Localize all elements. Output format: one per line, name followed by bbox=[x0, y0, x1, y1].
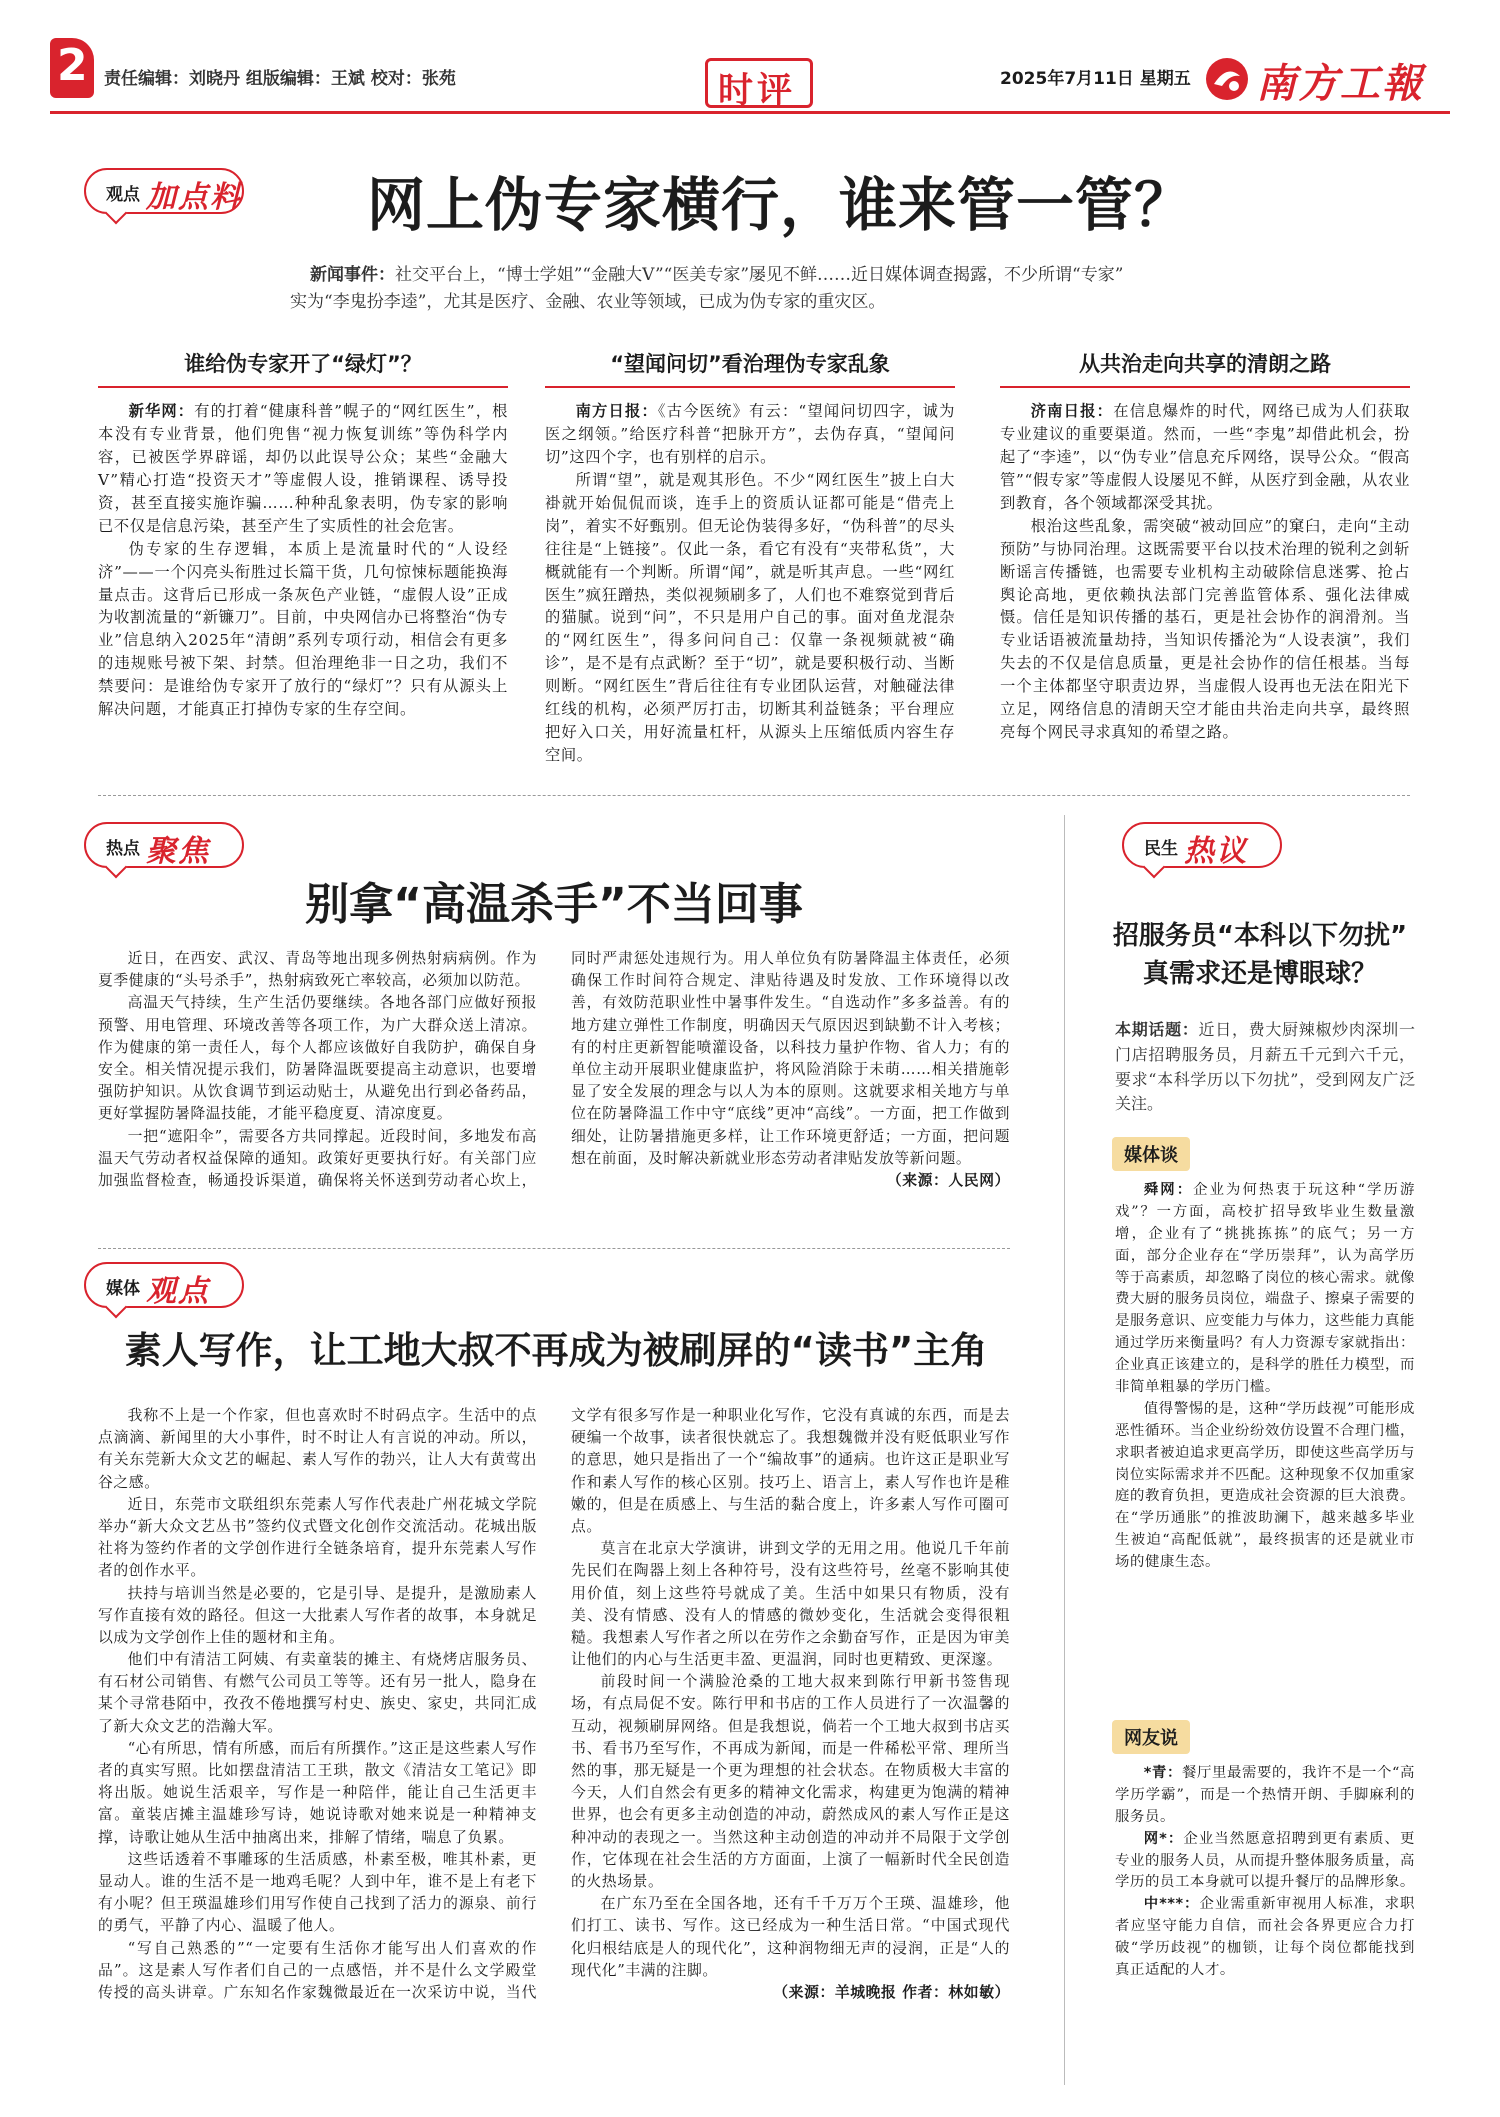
article3-p10: 在广东乃至在全国各地，还有千千万万个王瑛、温雄珍，他们打工、读书、写作。这已经成为一种生活日常。“中国式现代化归根结底是人的现代化”，这种润物细无声的浸润，正是“人的现代化”丰满的注脚。 bbox=[571, 1895, 1010, 1979]
article3-p6: 这些话透着不事雕琢的生活质感，朴素至极，唯其朴素，更显动人。谁的生活不是一地鸡毛呢？人到中年，谁不是上有老下有小呢？但王瑛温雄珍们用写作使自己找到了活力的源泉、前行的勇气，平静了内心、温暖了他人。 bbox=[98, 1850, 537, 1935]
right-col-divider bbox=[1064, 815, 1065, 2085]
col2-p1: 《古今医统》有云：“望闻问切四字，诚为医之纲领。”给医疗科普“把脉开方”，去伪存真，“望闻问切”这四个字，也有别样的启示。 bbox=[545, 402, 955, 466]
m2-text: 值得警惕的是，这种“学历歧视”可能形成恶性循环。当企业纷纷效仿设置不合理门槛，求职者被迫追求更高学历，即使这些高学历与岗位实际需求并不匹配。这种现象不仅加重家庭的教育负担，更造成社会资源的巨大浪费。在“学历通胀”的推波助澜下，越来越多毕业生被迫“高配低就”，最终损害的还是就业市场的健康生态。 bbox=[1115, 1400, 1415, 1571]
article2-body bbox=[98, 948, 1010, 1238]
article3-p2: 近日，东莞市文联组织东莞素人写作代表赴广州花城文学院举办“新大众文艺丛书”签约仪式暨文化创作交流活动。花城出版社将为签约作者的文学创作进行全链条培育，提升东莞素人写作者的创作水平。 bbox=[98, 1495, 537, 1580]
section-tag-title: 加点料 bbox=[146, 180, 242, 215]
article3-p8: 莫言在北京大学演讲，讲到文学的无用之用。他说几千年前先民们在陶器上刻上各种符号，没有这些符号，丝毫不影响其使用价值，刻上这些符号就成了美。生活中如果只有物质，没有美、没有情感、没有人的情感的微妙变化，生活就会变得很粗糙。我想素人写作者之所以在劳作之余勤奋写作，正是因为审美让他们的内心与生活更丰盈、更温润，同时也更精致、更深邃。 bbox=[571, 1540, 1010, 1669]
masthead-text: 南方工報 bbox=[1256, 60, 1424, 107]
article3-p9: 前段时间一个满脸沧桑的工地大叔来到陈行甲新书签售现场，有点局促不安。陈行甲和书店的工作人员进行了一次温馨的互动，视频刷屏网络。但是我想说，倘若一个工地大叔到书店买书、看书乃至写作，不再成为新闻，而是一件稀松平常、理所当然的事，那无疑是一个更为理想的社会状态。在物质极大丰富的今天，人们自然会有更多的精神文化需求，构建更为饱满的精神世界，也会有更多主动创造的冲动，蔚然成风的素人写作正是这种冲动的表现之一。当然这种主动创造的冲动并不局限于文学创作，它体现在社会生活的方方面面，上演了一幅新时代全民创造的火热场景。 bbox=[571, 1673, 1010, 1890]
n3-source: 中***： bbox=[1143, 1896, 1200, 1913]
col2-p2: 所谓“望”，就是观其形色。不少“网红医生”披上白大褂就开始侃侃而谈，连手上的资质认证都可能是“借壳上岗”，着实不好甄别。但无论伪装得多好，“伪科普”的尽头往往是“上链接”。仅此一条，看它有没有“夹带私货”，大概就能有一个判断。所谓“闻”，就是听其声息。一些“网红医生”疯狂蹭热，类似视频刷多了，人们也不难察觉到背后的猫腻。说到“问”，不只是用户自己的事。面对鱼龙混杂的“网红医生”，得多问问自己：仅靠一条视频就被“确诊”，是不是有点武断？至于“切”，就是要积极行动、当断则断。“网红医生”背后往往有专业团队运营，对触碰法律红线的机构，必须严厉打击，切断其利益链条；平台理应把好入口关，用好流量杠杆，从源头上压缩低质内容生存空间。 bbox=[545, 470, 955, 765]
topic-text: 近日，费大厨辣椒炒肉深圳一门店招聘服务员，月薪五千元到六千元，要求“本科学历以下勿扰”，受到网友广泛关注。 bbox=[1115, 1020, 1415, 1114]
col1-source: 新华网： bbox=[128, 402, 195, 420]
article2-title: 别拿“高温杀手”不当回事 bbox=[305, 879, 803, 930]
article4-title bbox=[1100, 918, 1420, 993]
editors-line: 责任编辑：刘晓丹 组版编辑：王斌 校对：张苑 bbox=[104, 69, 456, 89]
article3-p5: “心有所思，情有所感，而后有所撰作。”这正是这些素人写作者的真实写照。比如摆盘清洁工王珙，散文《清洁女工笔记》即将出版。她说生活艰辛，写作是一种陪伴，能让自己生活更丰富。童装店摊主温雄珍写诗，她说诗歌对她来说是一种精神支撑，诗歌让她从生活中抽离出来，排解了情绪，喘息了负累。 bbox=[98, 1739, 537, 1846]
article2-source: （来源：人民网） bbox=[886, 1171, 1010, 1189]
article4-media-body bbox=[1115, 1180, 1415, 1574]
article2-p3: 一把“遮阳伞”，需要各方共同撑起。近段时间，多地发布高温天气劳动者权益保障的通知。政策好更要执行好。有关部门应加强监督检查，畅通投诉渠道，确保将关怀送到劳动者心坎上，同时严肃惩处违规行为。用人单位负有防暑降温主体责任，必须确保工作时间符合规定、津贴待遇及时发放、工作环境得以改善，有效防范职业性中暑事件发生。“自选动作”多多益善。有的地方建立弹性工作制度，明确因天气原因迟到缺勤不计入考核；有的村庄更新智能喷灌设备，以科技力量护作物、省人力；有的单位主动开展职业健康监护，将风险消除于未萌……相关措施彰显了安全发展的理念与以人为本的原则。这就要求相关地方与单位在防暑降温工作中守“底线”更冲“高线”。一方面，把工作做到细处，让防暑措施更多样，让工作环境更舒适；一方面，把问题想在前面，及时解决新就业形态劳动者津贴发放等新问题。 bbox=[98, 950, 1010, 1189]
col3-body bbox=[1000, 400, 1410, 744]
article3-p3: 扶持与培训当然是必要的，它是引导、是提升，是激励素人写作直接有效的路径。但这一大批素人写作者的故事，本身就足以成为文学创作上佳的题材和主角。 bbox=[98, 1584, 537, 1646]
article1-title: 网上伪专家横行，谁来管一管？ bbox=[366, 171, 1193, 239]
article3-p4: 他们中有清洁工阿姨、有卖童装的摊主、有烧烤店服务员、有石材公司销售、有燃气公司员工等等。还有另一批人，隐身在某个寻常巷陌中，孜孜不倦地撰写村史、族史、家史，共同汇成了新大众文艺的浩瀚大军。 bbox=[98, 1651, 537, 1735]
header-rule bbox=[50, 111, 1450, 114]
col3-p2: 根治这些乱象，需突破“被动回应”的窠臼，走向“主动预防”与协同治理。这既需要平台以技术治理的锐利之剑斩断谣言传播链，也需要专业机构主动破除信息迷雾、抢占舆论高地，更依赖执法部门完善监管体系、强化法律威慑。信任是知识传播的基石，更是社会协作的润滑剂。当专业话语被流量劫持，当知识传播沦为“人设表演”，我们失去的不仅是信息质量，更是社会协作的信任根基。当每一个主体都坚守职责边界，当虚假人设再也无法在阳光下立足，网络信息的清朗天空才能由共治走向共享，最终照亮每个网民寻求真知的希望之路。 bbox=[1000, 516, 1410, 742]
n1-source: *青： bbox=[1143, 1765, 1182, 1781]
section-tag-hotspot bbox=[84, 822, 254, 872]
col3-p1: 在信息爆炸的时代，网络已成为人们获取专业建议的重要渠道。然而，一些“李鬼”却借此机会，扮起了“李逵”，以“伪专业”信息充斥网络，误导公众。“假高管”“假专家”等虚假人设屡见不鲜，从医疗到金融，从农业到教育，各个领域都深受其扰。 bbox=[1000, 402, 1410, 512]
n3-text: 企业需重新审视用人标准，求职者应坚守能力自信，而社会各界更应合力打破“学历歧视”的枷锁，让每个岗位都能找到真正适配的人才。 bbox=[1115, 1896, 1416, 1979]
n1-text: 餐厅里最需要的，我许不是一个“高学历学霸”，而是一个热情开朗、手脚麻利的服务员。 bbox=[1115, 1765, 1415, 1825]
page-number: 2 bbox=[57, 40, 88, 91]
event-label: 新闻事件： bbox=[310, 265, 395, 285]
article4-net-body bbox=[1115, 1763, 1415, 1982]
section-tag-viewpoint bbox=[84, 168, 254, 218]
netizen-talk-tag: 网友说 bbox=[1112, 1720, 1190, 1754]
col1-heading: 谁给伪专家开了“绿灯”？ bbox=[98, 348, 508, 388]
article3-p7: “写自己熟悉的”“一定要有生活你才能写出人们喜欢的作品”。这是素人写作者们自己的一点感悟，并不是什么文学殿堂传授的高头讲章。广东知名作家魏微最近在一次采访中说，当代文学有很多写作是一种职业化写作，它没有真诚的东西，而是去硬编一个故事，读者很快就忘了。我想魏微并没有贬低职业写作的意思，她只是指出了一个“编故事”的通病。也许这正是职业写作和素人写作的核心区别。技巧上、语言上，素人写作也许是稚嫩的，但是在质感上、与生活的黏合度上，许多素人写作可圈可点。 bbox=[98, 1407, 1010, 2001]
article4-topic bbox=[1115, 1018, 1415, 1117]
n2-source: 网*： bbox=[1143, 1830, 1184, 1847]
section-tag-label: 观点 bbox=[106, 185, 140, 205]
article3-title: 素人写作，让工地大叔不再成为被刷屏的“读书”主角 bbox=[124, 1329, 988, 1372]
event-line1: 社交平台上，“博士学姐”“金融大V”“医美专家”屡见不鲜……近日媒体调查揭露，不少所谓“专家” bbox=[395, 265, 1124, 285]
section-tag-label: 媒体 bbox=[106, 1279, 140, 1299]
col1-body bbox=[98, 400, 508, 721]
m1-source: 舜网： bbox=[1143, 1182, 1194, 1198]
topic-label: 本期话题： bbox=[1115, 1020, 1199, 1039]
col2-heading: “望闻问切”看治理伪专家乱象 bbox=[545, 348, 955, 388]
event-line2: 实为“李鬼扮李逵”，尤其是医疗、金融、农业等领域，已成为伪专家的重灾区。 bbox=[290, 292, 886, 313]
article1-event bbox=[290, 262, 1260, 316]
m1-text: 企业为何热衷于玩这种“学历游戏”？一方面，高校扩招导致毕业生数量激增，企业有了“挑挑拣拣”的底气；另一方面，部分企业存在“学历崇拜”，认为高学历等于高素质，却忽略了岗位的核心需求。就像费大厨的服务员岗位，端盘子、擦桌子需要的是服务意识、应变能力与体力，这些能力真能通过学历来衡量吗？有人力资源专家就指出：企业真正该建立的，是科学的胜任力模型，而非简单粗暴的学历门槛。 bbox=[1115, 1182, 1415, 1396]
n2-text: 企业当然愿意招聘到更有素质、更专业的服务人员，从而提升整体服务质量，高学历的员工本身就可以提升餐厅的品牌形象。 bbox=[1115, 1830, 1415, 1891]
section-tag-label: 民生 bbox=[1144, 839, 1178, 859]
masthead-logo bbox=[1204, 50, 1454, 106]
section-title-box bbox=[705, 58, 813, 111]
col3-heading: 从共治走向共享的清朗之路 bbox=[1000, 348, 1410, 388]
page-number-badge bbox=[50, 38, 94, 98]
article2-p1: 近日，在西安、武汉、青岛等地出现多例热射病病例。作为夏季健康的“头号杀手”，热射病致死亡率较高，必须加以防范。 bbox=[98, 950, 537, 990]
article3-body bbox=[98, 1405, 1010, 2073]
col2-body bbox=[545, 400, 955, 767]
section-tag-media bbox=[84, 1262, 254, 1312]
section-tag-livelihood bbox=[1122, 822, 1292, 872]
media-talk-tag: 媒体谈 bbox=[1112, 1137, 1190, 1171]
article3-p1: 我称不上是一个作家，但也喜欢时不时码点字。生活中的点点滴滴、新闻里的大小事件，时不时让人有言说的冲动。所以，有关东莞新大众文艺的崛起、素人写作的勃兴，让人大有黄莺出谷之感。 bbox=[98, 1407, 537, 1491]
article2-p2: 高温天气持续，生产生活仍要继续。各地各部门应做好预报预警、用电管理、环境改善等各项工作，为广大群众送上清凉。作为健康的第一责任人，每个人都应该做好自我防护，确保自身安全。相关情况提示我们，防暑降温既要提高主动意识，也要增强防护知识。从饮食调节到运动贴士，从避免出行到必备药品，更好掌握防暑降温技能，才能平稳度夏、清凉度夏。 bbox=[98, 994, 537, 1123]
section-tag-title: 聚焦 bbox=[146, 834, 210, 869]
article4-title-line2: 真需求还是博眼球？ bbox=[1142, 958, 1377, 989]
section-tag-title: 热议 bbox=[1184, 834, 1248, 869]
article4-title-line1: 招服务员“本科以下勿扰” bbox=[1112, 921, 1408, 951]
section-title: 时评 bbox=[718, 71, 797, 111]
divider-a2 bbox=[98, 1248, 1010, 1249]
col1-p1: 有的打着“健康科普”幌子的“网红医生”，根本没有专业背景，他们兜售“视力恢复训练”等伪科学内容，已被医学界辟谣，却仍以此误导公众；某些“金融大V”精心打造“投资天才”等虚假人设，推销课程、诱导投资，甚至直接实施诈骗……种种乱象表明，伪专家的影响已不仅是信息污染，甚至产生了实质性的社会危害。 bbox=[98, 402, 508, 535]
col3-source: 济南日报： bbox=[1030, 402, 1114, 420]
divider-a1 bbox=[98, 795, 1410, 796]
article3-source: （来源：羊城晚报 作者：林如敏） bbox=[773, 1983, 1010, 2001]
col1-p2: 伪专家的生存逻辑，本质上是流量时代的“人设经济”——一个闪亮头衔胜过长篇干货，几句惊悚标题能换海量点击。这背后已形成一条灰色产业链，“虚假人设”正成为收割流量的“新镰刀”。目前，中央网信办已将整治“伪专业”信息纳入2025年“清朗”系列专项行动，相信会有更多的违规账号被下架、封禁。但治理绝非一日之功，我们不禁要问：是谁给伪专家开了放行的“绿灯”？只有从源头上解决问题，才能真正打掉伪专家的生存空间。 bbox=[98, 539, 508, 719]
section-tag-title: 观点 bbox=[146, 1274, 210, 1309]
col2-source: 南方日报： bbox=[575, 402, 658, 420]
issue-date: 2025年7月11日 星期五 bbox=[1000, 69, 1191, 89]
masthead-emblem-icon bbox=[1204, 56, 1250, 102]
section-tag-label: 热点 bbox=[106, 839, 140, 859]
